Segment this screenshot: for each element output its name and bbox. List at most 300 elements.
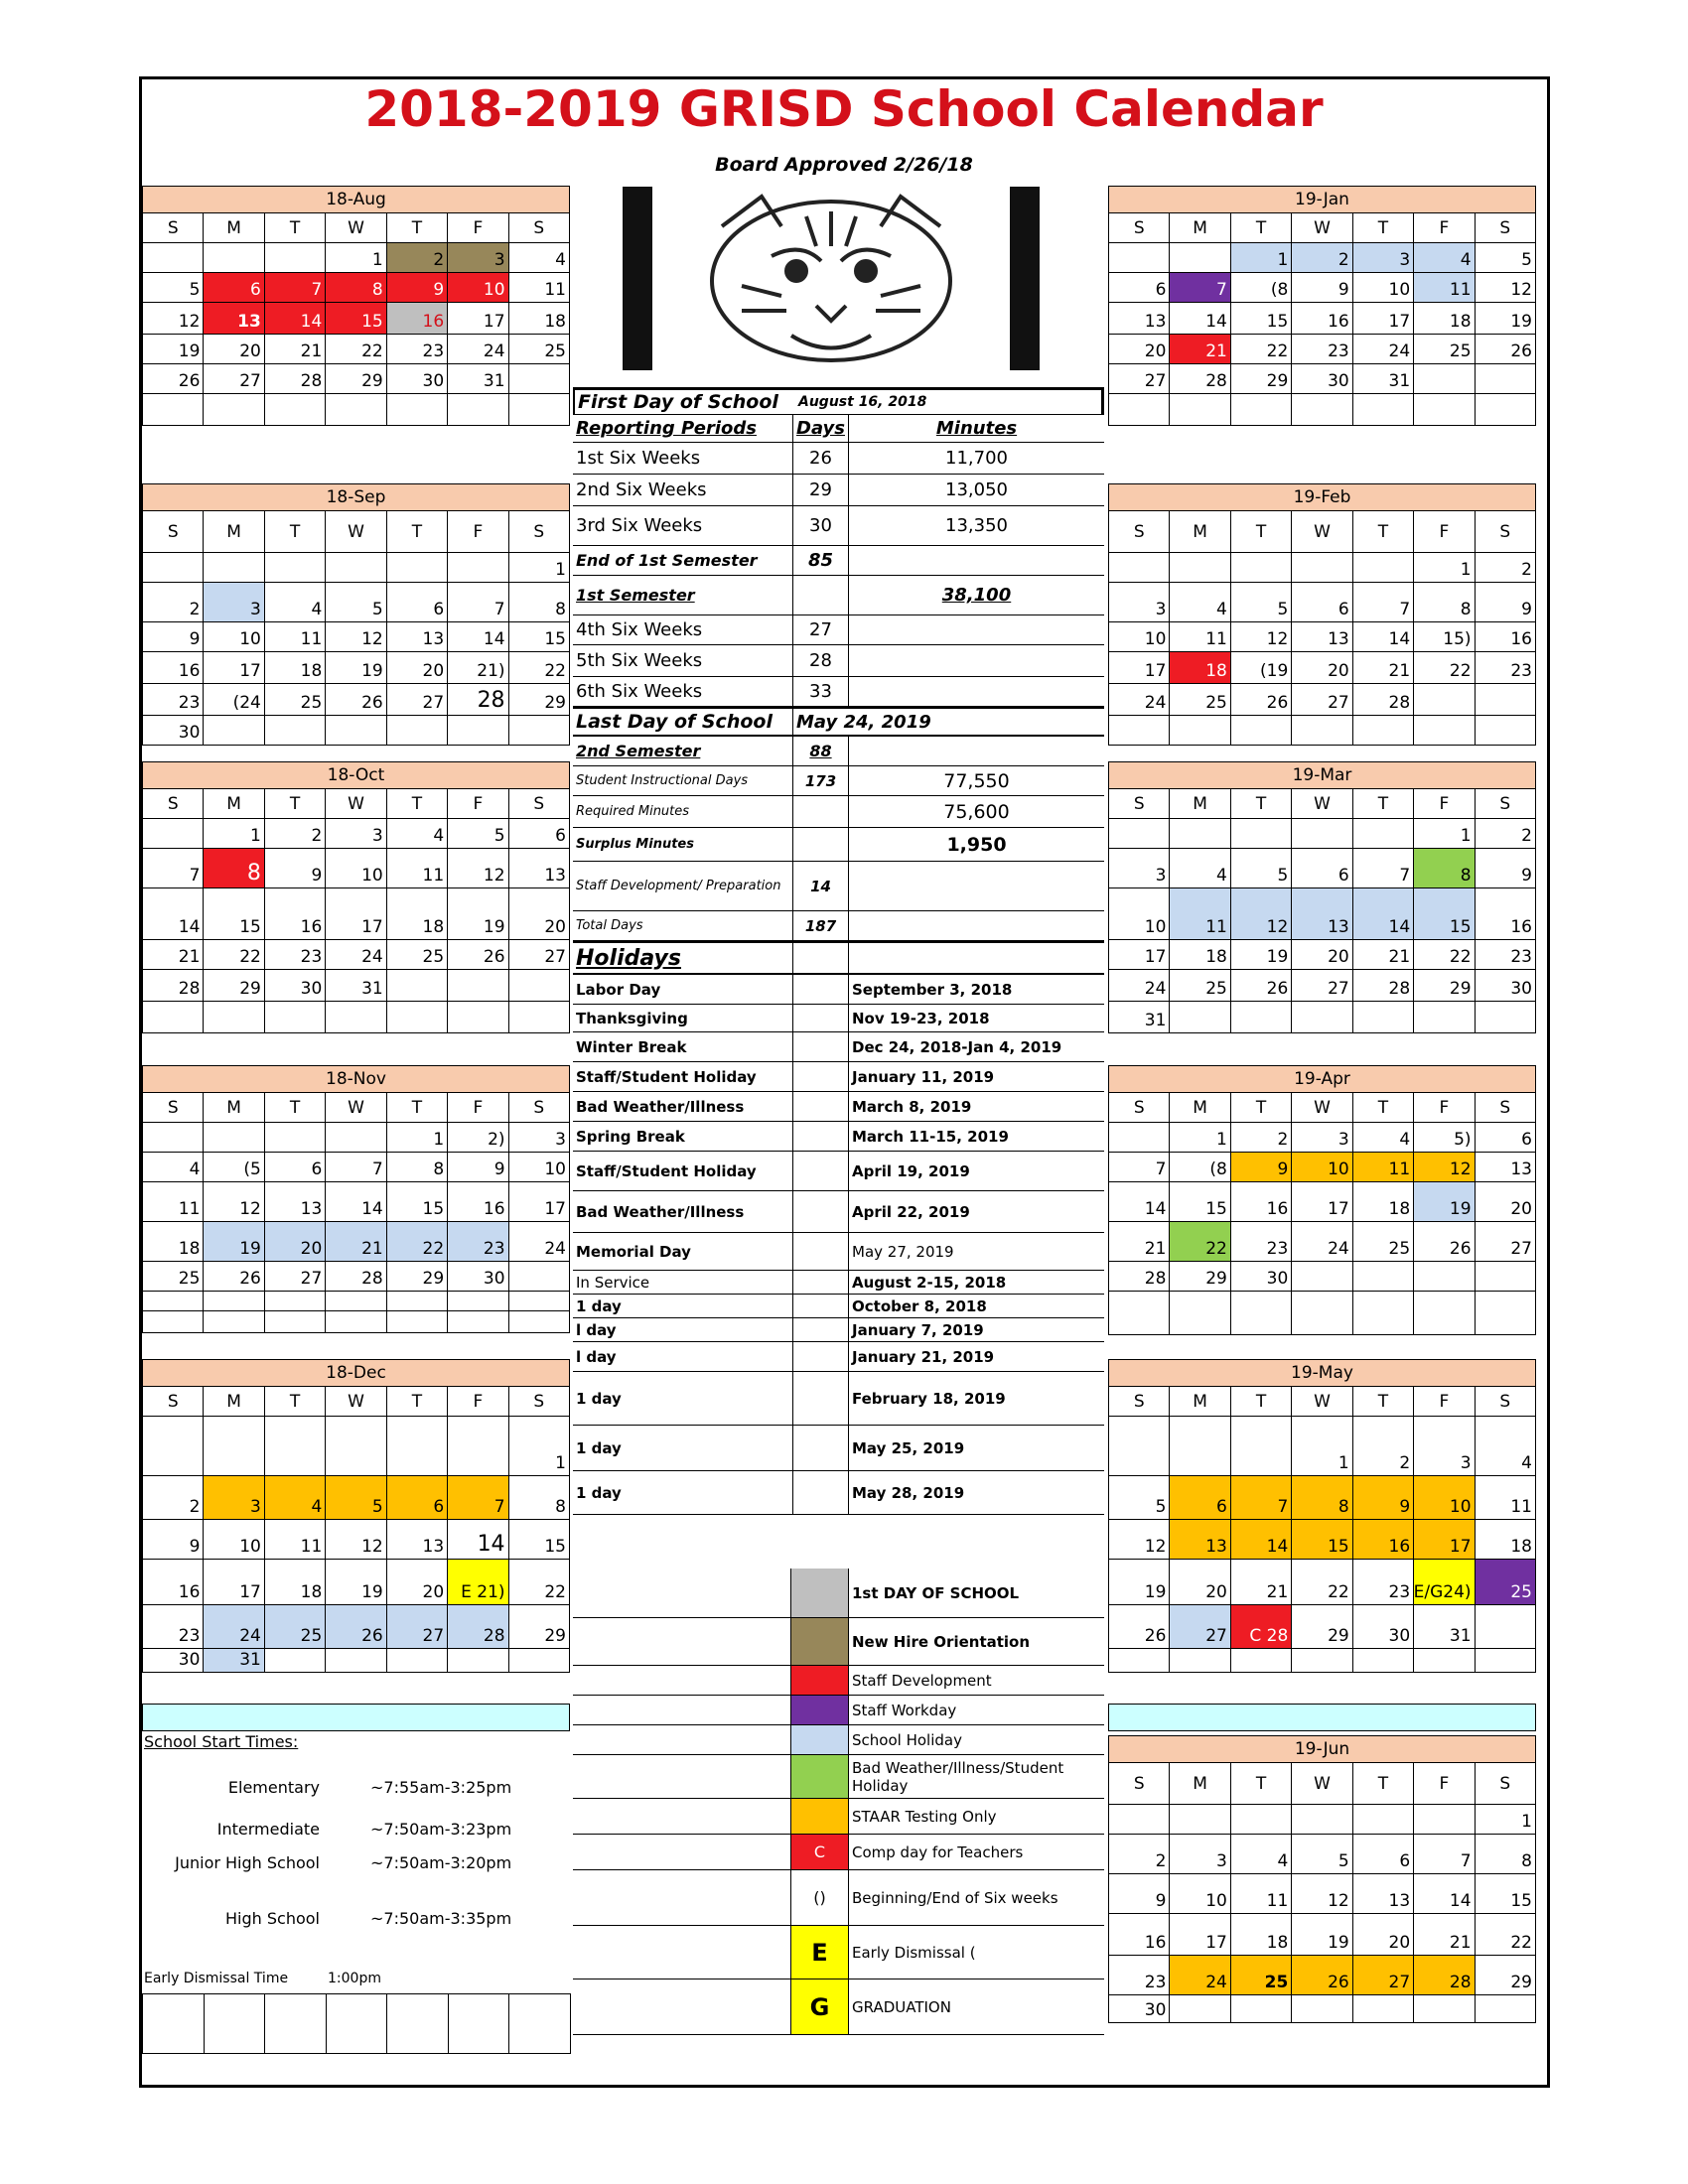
weekday-label: S xyxy=(143,1387,204,1417)
day-cell: 2 xyxy=(1109,1835,1170,1874)
day-cell xyxy=(387,553,448,583)
day-cell xyxy=(1414,1292,1475,1335)
day-cell: 6 xyxy=(1109,273,1170,303)
day-cell xyxy=(1292,1262,1352,1292)
day-cell: 28 xyxy=(448,1605,508,1649)
day-cell: 26 xyxy=(204,1262,264,1292)
day-cell: 21 xyxy=(1231,1560,1292,1605)
day-cell: 22 xyxy=(204,940,264,970)
day-cell: 24 xyxy=(448,335,508,364)
day-cell: 28 xyxy=(1353,684,1414,716)
day-cell xyxy=(1414,1995,1475,2023)
day-cell: 18 xyxy=(1231,1914,1292,1956)
month-18-sep xyxy=(142,483,570,746)
day-cell: 5 xyxy=(1109,1476,1170,1520)
day-cell xyxy=(1476,1995,1536,2023)
period-days: 28 xyxy=(793,645,849,676)
start-times-heading: School Start Times: xyxy=(144,1732,299,1751)
day-cell: E 21) xyxy=(448,1560,508,1605)
holiday-row xyxy=(573,1372,1104,1426)
day-cell xyxy=(448,1417,508,1476)
weekday-label: W xyxy=(1292,213,1352,243)
second-semester-days: 88 xyxy=(793,737,849,765)
day-cell xyxy=(326,1123,386,1153)
weekday-label: F xyxy=(1414,1763,1475,1805)
day-cell: 10 xyxy=(1170,1874,1230,1914)
weekday-label: W xyxy=(326,511,386,553)
day-cell: 23 xyxy=(143,1605,204,1649)
day-cell: 1 xyxy=(509,553,570,583)
day-cell: 7 xyxy=(448,583,508,622)
page-title: 2018-2019 GRISD School Calendar xyxy=(364,80,1324,138)
day-cell xyxy=(509,1649,570,1673)
day-cell: 21 xyxy=(1414,1914,1475,1956)
total-minutes xyxy=(849,911,1104,940)
day-cell xyxy=(448,970,508,1002)
legend-spacer xyxy=(573,1666,791,1695)
day-cell: 6 xyxy=(1476,1123,1536,1153)
holiday-row xyxy=(573,1032,1104,1062)
legend-label: 1st DAY OF SCHOOL xyxy=(852,1583,1020,1602)
day-cell xyxy=(1170,243,1230,273)
day-cell: 11 xyxy=(265,622,326,652)
legend-row xyxy=(573,1725,1104,1755)
period-days: 27 xyxy=(793,615,849,644)
day-cell: 9 xyxy=(265,849,326,888)
day-cell: 20 xyxy=(387,1560,448,1605)
holiday-date: January 7, 2019 xyxy=(852,1320,984,1339)
day-cell: 10 xyxy=(1292,1153,1352,1182)
day-cell: 22 xyxy=(1414,652,1475,684)
day-cell: 9 xyxy=(448,1153,508,1182)
month-grid xyxy=(142,1093,570,1333)
day-cell: C 28 xyxy=(1231,1605,1292,1649)
day-cell xyxy=(1414,1649,1475,1673)
day-cell: 18 xyxy=(1170,940,1230,970)
weekday-label: T xyxy=(1353,1387,1414,1417)
day-cell: 18 xyxy=(265,652,326,684)
info-panel xyxy=(573,387,1104,1515)
weekday-label: M xyxy=(1170,789,1230,819)
weekday-label: T xyxy=(1231,1387,1292,1417)
day-cell: 17 xyxy=(448,303,508,335)
day-cell: 28 xyxy=(265,364,326,394)
day-cell: 1 xyxy=(1170,1123,1230,1153)
total-days: 173 xyxy=(793,766,849,795)
day-cell: 3 xyxy=(204,583,264,622)
weekday-label: S xyxy=(1476,789,1536,819)
day-cell: 21) xyxy=(448,652,508,684)
day-cell: 26 xyxy=(1109,1605,1170,1649)
day-cell xyxy=(265,1123,326,1153)
last-day-value: May 24, 2019 xyxy=(796,711,931,733)
legend-swatch xyxy=(791,1755,849,1798)
day-cell: 4 xyxy=(387,819,448,849)
day-cell: 22 xyxy=(387,1222,448,1262)
holiday-date: March 11-15, 2019 xyxy=(852,1127,1009,1146)
day-cell: 17 xyxy=(1414,1520,1475,1560)
holiday-label: 1 day xyxy=(573,1295,793,1317)
day-cell: 20 xyxy=(1292,652,1352,684)
day-cell: 14 xyxy=(448,1520,508,1560)
weekday-label: W xyxy=(326,789,386,819)
day-cell: 3 xyxy=(1414,1417,1475,1476)
weekday-label: T xyxy=(1353,213,1414,243)
day-cell xyxy=(1109,1292,1170,1335)
day-cell: 15) xyxy=(1414,622,1475,652)
day-cell xyxy=(1414,684,1475,716)
day-cell: 5 xyxy=(326,583,386,622)
day-cell: 11 xyxy=(1414,273,1475,303)
first-day-label: First Day of School xyxy=(578,391,778,413)
weekday-label: S xyxy=(1109,511,1170,553)
day-cell: 19 xyxy=(1414,1182,1475,1222)
legend-row xyxy=(573,1979,1104,2035)
day-cell: 16 xyxy=(1109,1914,1170,1956)
day-cell xyxy=(448,553,508,583)
month-18-nov xyxy=(142,1065,570,1333)
empty-cell xyxy=(449,1994,510,2054)
day-cell xyxy=(448,394,508,426)
holiday-spacer xyxy=(793,1032,849,1061)
day-cell: 6 xyxy=(387,1476,448,1520)
day-cell: 10 xyxy=(204,1520,264,1560)
start-time-value: ~7:50am-3:23pm xyxy=(370,1820,512,1839)
day-cell: 12 xyxy=(326,1520,386,1560)
total-label: Staff Development/ Preparation xyxy=(573,862,793,910)
day-cell: 30 xyxy=(448,1262,508,1292)
holiday-date: May 28, 2019 xyxy=(852,1483,965,1502)
day-cell: 7 xyxy=(143,849,204,888)
day-cell: E/G24) xyxy=(1414,1560,1475,1605)
weekday-label: F xyxy=(1414,1093,1475,1123)
legend-swatch xyxy=(791,1569,849,1617)
period-minutes xyxy=(849,615,1104,644)
day-cell xyxy=(448,1292,508,1311)
day-cell: 17 xyxy=(1170,1914,1230,1956)
day-cell: 18 xyxy=(1476,1520,1536,1560)
weekday-label: T xyxy=(265,1093,326,1123)
day-cell: 17 xyxy=(204,1560,264,1605)
second-semester-label: 2nd Semester xyxy=(573,737,793,765)
start-time-value: ~7:50am-3:35pm xyxy=(370,1909,512,1928)
weekday-label: F xyxy=(448,1387,508,1417)
day-cell: 30 xyxy=(1109,1995,1170,2023)
holiday-label: 1 day xyxy=(573,1426,793,1470)
day-cell: 27 xyxy=(1170,1605,1230,1649)
day-cell xyxy=(448,716,508,746)
legend-swatch xyxy=(791,1696,849,1724)
total-days xyxy=(793,796,849,827)
period-minutes xyxy=(849,645,1104,676)
day-cell: 24 xyxy=(1292,1222,1352,1262)
total-minutes xyxy=(849,862,1104,910)
day-cell: 1 xyxy=(1414,819,1475,849)
day-cell: 23 xyxy=(265,940,326,970)
day-cell xyxy=(1353,819,1414,849)
day-cell xyxy=(1109,716,1170,746)
day-cell: 19 xyxy=(1109,1560,1170,1605)
weekday-label: F xyxy=(448,511,508,553)
day-cell: 14 xyxy=(1353,622,1414,652)
day-cell: 26 xyxy=(1231,684,1292,716)
day-cell: 12 xyxy=(326,622,386,652)
start-time-school: High School xyxy=(225,1909,320,1928)
weekday-label: M xyxy=(1170,1763,1230,1805)
day-cell xyxy=(1109,1649,1170,1673)
day-cell: 23 xyxy=(143,684,204,716)
day-cell xyxy=(1170,1995,1230,2023)
day-cell xyxy=(1231,1417,1292,1476)
legend-spacer xyxy=(573,1926,791,1979)
day-cell xyxy=(1231,1649,1292,1673)
legend-spacer xyxy=(573,1870,791,1925)
day-cell: 15 xyxy=(204,888,264,940)
holiday-row xyxy=(573,1122,1104,1152)
day-cell: 16 xyxy=(265,888,326,940)
day-cell xyxy=(1476,1002,1536,1033)
day-cell xyxy=(1170,394,1230,426)
legend-row xyxy=(573,1569,1104,1618)
holiday-row xyxy=(573,1471,1104,1515)
day-cell: 1 xyxy=(387,1123,448,1153)
total-row xyxy=(573,911,1104,941)
holidays-label: Holidays xyxy=(573,943,793,973)
weekday-label: W xyxy=(1292,789,1352,819)
day-cell: 4 xyxy=(265,583,326,622)
legend-label: Staff Development xyxy=(852,1671,992,1690)
weekday-label: F xyxy=(448,789,508,819)
day-cell: 19 xyxy=(143,335,204,364)
day-cell: 3 xyxy=(1353,243,1414,273)
weekday-label: S xyxy=(509,789,570,819)
day-cell: 21 xyxy=(1109,1222,1170,1262)
day-cell: 12 xyxy=(1414,1153,1475,1182)
day-cell: 16 xyxy=(143,652,204,684)
weekday-label: S xyxy=(1109,213,1170,243)
legend-spacer xyxy=(573,1755,791,1798)
day-cell xyxy=(1109,394,1170,426)
day-cell: 29 xyxy=(387,1262,448,1292)
day-cell xyxy=(1353,553,1414,583)
month-18-dec xyxy=(142,1359,570,1673)
day-cell: 13 xyxy=(204,303,264,335)
day-cell: 23 xyxy=(387,335,448,364)
day-cell: 1 xyxy=(1231,243,1292,273)
period-row xyxy=(573,677,1104,707)
day-cell xyxy=(1476,1262,1536,1292)
day-cell: 26 xyxy=(143,364,204,394)
day-cell: 27 xyxy=(1109,364,1170,394)
period-label: 1st Six Weeks xyxy=(573,443,793,474)
holiday-spacer xyxy=(793,1426,849,1470)
day-cell: 1 xyxy=(1476,1805,1536,1835)
month-header: 18-Oct xyxy=(142,761,570,789)
period-days: 33 xyxy=(793,677,849,706)
day-cell: 2 xyxy=(1476,553,1536,583)
day-cell xyxy=(143,553,204,583)
day-cell xyxy=(143,1417,204,1476)
day-cell xyxy=(387,970,448,1002)
day-cell: 28 xyxy=(1109,1262,1170,1292)
weekday-label: S xyxy=(509,1093,570,1123)
day-cell xyxy=(143,1311,204,1333)
holiday-spacer xyxy=(793,1062,849,1091)
weekday-label: F xyxy=(1414,213,1475,243)
day-cell xyxy=(143,1123,204,1153)
holiday-date: October 8, 2018 xyxy=(852,1297,987,1315)
day-cell: 3 xyxy=(448,243,508,273)
weekday-label: S xyxy=(1476,511,1536,553)
day-cell xyxy=(1231,1002,1292,1033)
legend-label: Staff Workday xyxy=(852,1701,957,1719)
total-label: Surplus Minutes xyxy=(573,828,793,861)
day-cell: 19 xyxy=(204,1222,264,1262)
holiday-label: 1 day xyxy=(573,1471,793,1514)
holiday-spacer xyxy=(793,1005,849,1031)
day-cell: 18 xyxy=(1170,652,1230,684)
day-cell xyxy=(1292,1002,1352,1033)
day-cell: 20 xyxy=(1109,335,1170,364)
day-cell xyxy=(1109,819,1170,849)
day-cell: 28 xyxy=(448,684,508,716)
day-cell: 6 xyxy=(265,1153,326,1182)
day-cell xyxy=(1353,1262,1414,1292)
day-cell: 7 xyxy=(1353,583,1414,622)
day-cell: 23 xyxy=(1109,1956,1170,1995)
day-cell: 22 xyxy=(326,335,386,364)
holiday-spacer xyxy=(793,1372,849,1425)
holiday-label: 1 day xyxy=(573,1372,793,1425)
day-cell: 17 xyxy=(204,652,264,684)
day-cell xyxy=(204,243,264,273)
month-header: 19-May xyxy=(1108,1359,1536,1387)
day-cell xyxy=(387,1649,448,1673)
page-subtitle: Board Approved 2/26/18 xyxy=(715,154,973,176)
weekday-label: M xyxy=(1170,1387,1230,1417)
day-cell: 29 xyxy=(1231,364,1292,394)
legend-spacer xyxy=(573,1618,791,1665)
day-cell: 6 xyxy=(1170,1476,1230,1520)
period-row xyxy=(573,615,1104,645)
month-19-jan xyxy=(1108,186,1536,426)
month-19-mar xyxy=(1108,761,1536,1033)
day-cell: 12 xyxy=(448,849,508,888)
day-cell xyxy=(143,243,204,273)
day-cell: 6 xyxy=(509,819,570,849)
day-cell: 30 xyxy=(1292,364,1352,394)
day-cell: 29 xyxy=(204,970,264,1002)
weekday-label: M xyxy=(204,511,264,553)
day-cell: 10 xyxy=(1353,273,1414,303)
day-cell xyxy=(326,1311,386,1333)
day-cell: 30 xyxy=(1231,1262,1292,1292)
legend-row xyxy=(573,1696,1104,1725)
weekday-label: T xyxy=(387,1093,448,1123)
day-cell: 16 xyxy=(1231,1182,1292,1222)
day-cell: 29 xyxy=(1292,1605,1352,1649)
weekday-label: T xyxy=(387,213,448,243)
day-cell: 30 xyxy=(265,970,326,1002)
day-cell: 12 xyxy=(1109,1520,1170,1560)
holiday-label: l day xyxy=(573,1318,793,1341)
day-cell: 6 xyxy=(1292,583,1352,622)
reporting-periods-label: Reporting Periods xyxy=(573,415,793,442)
day-cell: 20 xyxy=(509,888,570,940)
day-cell: 16 xyxy=(448,1182,508,1222)
period-row xyxy=(573,576,1104,615)
holiday-label: Bad Weather/Illness xyxy=(573,1092,793,1121)
month-grid xyxy=(142,1387,570,1673)
day-cell: 15 xyxy=(387,1182,448,1222)
day-cell xyxy=(1414,1805,1475,1835)
day-cell xyxy=(1414,716,1475,746)
day-cell: 19 xyxy=(448,888,508,940)
day-cell: 5 xyxy=(1292,1835,1352,1874)
weekday-label: M xyxy=(204,1387,264,1417)
legend-spacer xyxy=(573,1725,791,1754)
day-cell: 26 xyxy=(1414,1222,1475,1262)
day-cell: 2 xyxy=(1231,1123,1292,1153)
day-cell: 18 xyxy=(1414,303,1475,335)
day-cell: 30 xyxy=(1353,1605,1414,1649)
empty-cell xyxy=(205,1994,266,2054)
total-label: Total Days xyxy=(573,911,793,940)
period-row xyxy=(573,645,1104,677)
start-time-value: ~7:55am-3:25pm xyxy=(370,1778,512,1797)
day-cell: 1 xyxy=(1414,553,1475,583)
day-cell xyxy=(204,1002,264,1033)
holiday-date: Dec 24, 2018-Jan 4, 2019 xyxy=(852,1037,1062,1056)
day-cell xyxy=(509,1311,570,1333)
day-cell: 12 xyxy=(143,303,204,335)
day-cell xyxy=(1170,553,1230,583)
holiday-label: Spring Break xyxy=(573,1122,793,1151)
holiday-label: Memorial Day xyxy=(573,1233,793,1270)
day-cell: 18 xyxy=(387,888,448,940)
day-cell: 8 xyxy=(387,1153,448,1182)
day-cell xyxy=(1109,1123,1170,1153)
weekday-label: W xyxy=(1292,1763,1352,1805)
holiday-date: Nov 19-23, 2018 xyxy=(852,1009,990,1027)
day-cell xyxy=(1353,716,1414,746)
day-cell: 31 xyxy=(326,970,386,1002)
day-cell: 22 xyxy=(1170,1222,1230,1262)
day-cell: 13 xyxy=(1476,1153,1536,1182)
tiger-logo xyxy=(623,187,1040,370)
holiday-spacer xyxy=(793,1092,849,1121)
period-label: 4th Six Weeks xyxy=(573,615,793,644)
day-cell: 23 xyxy=(1353,1560,1414,1605)
day-cell xyxy=(1109,243,1170,273)
day-cell: 23 xyxy=(1231,1222,1292,1262)
holiday-row xyxy=(573,1318,1104,1342)
day-cell: 11 xyxy=(1476,1476,1536,1520)
cyan-strip xyxy=(1108,1704,1536,1731)
day-cell xyxy=(1231,1995,1292,2023)
day-cell: 14 xyxy=(326,1182,386,1222)
day-cell: 12 xyxy=(1231,888,1292,940)
day-cell: 4 xyxy=(265,1476,326,1520)
day-cell xyxy=(204,1311,264,1333)
day-cell: 5 xyxy=(1231,583,1292,622)
day-cell: 2 xyxy=(143,1476,204,1520)
day-cell: 6 xyxy=(1292,849,1352,888)
day-cell: 14 xyxy=(265,303,326,335)
day-cell: 18 xyxy=(1353,1182,1414,1222)
day-cell: 11 xyxy=(1170,622,1230,652)
month-grid xyxy=(1108,1093,1536,1335)
